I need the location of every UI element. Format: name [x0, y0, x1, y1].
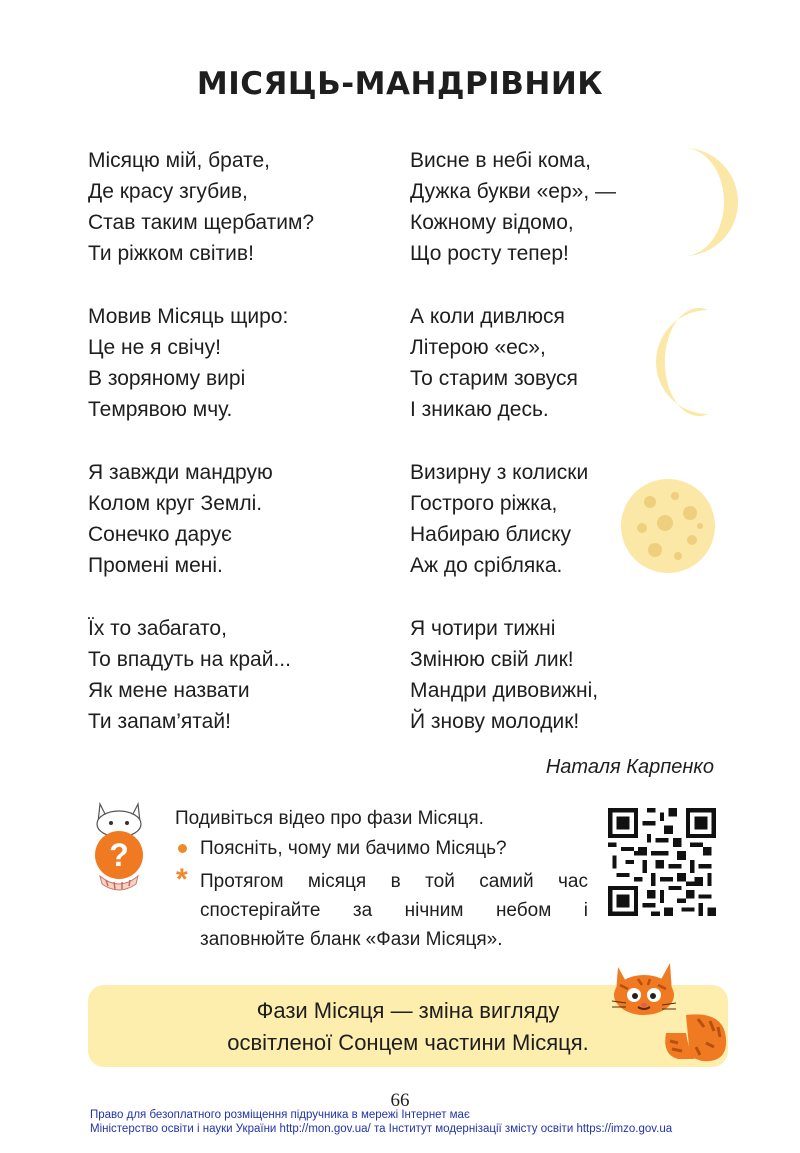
stanza-right-4 [410, 613, 598, 737]
full-moon-icon [620, 478, 716, 574]
stanza-left-4 [88, 613, 291, 737]
poem-line: Набираю блиску [410, 523, 572, 546]
poem-line: То впадуть на край... [88, 648, 291, 671]
poem-line: Як мене назвати [88, 679, 250, 702]
poem-line: Змінюю свій лик! [410, 648, 574, 671]
footer-line-2: Міністерство освіти і науки України http://mon.gov.ua/ та Інститут модернізації змісту освіти https://imzo.gov.ua [90, 1123, 673, 1135]
poem-line: Сонечко дарує [88, 523, 232, 546]
poem-line: Став таким щербатим? [88, 211, 315, 234]
poem-line: Визирну з колиски [410, 461, 589, 484]
poem-line: В зоряному вирі [88, 367, 246, 390]
poem-line: Їх то забагато, [88, 617, 227, 640]
waxing-crescent-moon-icon [628, 146, 740, 258]
author: Наталя Карпенко [545, 756, 714, 778]
task-bullet-text: Поясніть, чому ми бачимо Місяць? [200, 838, 507, 859]
poem-line: Це не я свічу! [88, 336, 221, 359]
poem-line: Аж до срібляка. [410, 554, 563, 577]
stanza-left-2 [88, 301, 288, 425]
stanza-right-1 [410, 145, 616, 269]
poem-line: Колом круг Землі. [88, 492, 263, 515]
poem-line: То старим зовуся [410, 367, 578, 390]
poem-line: Де красу згубив, [88, 180, 248, 203]
qr-code-icon[interactable] [608, 808, 716, 916]
svg-text:?: ? [109, 837, 129, 873]
poem-line: Літерою «ес», [410, 336, 546, 359]
poem-line: Й знову молодик! [410, 710, 580, 733]
poem-line: Висне в небі кома, [410, 149, 591, 172]
task-bullet-2 [176, 863, 588, 954]
asterisk-icon: * [176, 863, 188, 896]
stanza-right-3 [410, 457, 588, 581]
waning-crescent-moon-icon [628, 306, 718, 418]
poem-line: Місяцю мій, брате, [88, 149, 270, 172]
poem-line: А коли дивлюся [410, 305, 565, 328]
poem-line: І зникаю десь. [410, 398, 549, 421]
question-cat-icon [86, 800, 152, 892]
poem-line: Ти ріжком світив! [88, 242, 254, 265]
poem-line: Я завжди мандрую [88, 461, 273, 484]
poem-line: Ти запам’ятай! [88, 710, 231, 733]
poem-line: Темрявою мчу. [88, 398, 233, 421]
orange-cat-icon [598, 955, 738, 1065]
bullet-dot-icon [178, 844, 187, 853]
definition-line-1: Фази Місяця — зміна вигляду [256, 998, 560, 1023]
stanza-left-1 [88, 145, 314, 269]
poem-line: Кожному відомо, [410, 211, 574, 234]
footer-line-1: Право для безоплатного розміщення підручника в мережі Інтернет має [90, 1109, 470, 1121]
poem-line: Промені мені. [88, 554, 223, 577]
poem-line: Що росту тепер! [410, 242, 569, 265]
task-bullet-1 [178, 834, 507, 863]
page-title: МІСЯЦЬ-МАНДРІВНИК [196, 66, 604, 102]
poem-line: Дужка букви «ер», — [410, 180, 616, 203]
task-bullet-text: Протягом місяця в той самий час спостерігайте за нічним небом і заповнюйте бланк «Фази Місяця». [200, 871, 588, 950]
definition-line-2: освітленої Сонцем частини Місяця. [227, 1030, 589, 1055]
poem-line: Я чотири тижні [410, 617, 556, 640]
stanza-right-2 [410, 301, 578, 425]
poem-line: Мандри дивовижні, [410, 679, 599, 702]
poem-line: Мовив Місяць щиро: [88, 305, 289, 328]
poem-line: Гострого ріжка, [410, 492, 558, 515]
stanza-left-3 [88, 457, 273, 581]
task-intro: Подивіться відео про фази Місяця. [175, 808, 484, 829]
page-number: 66 [390, 1090, 410, 1111]
